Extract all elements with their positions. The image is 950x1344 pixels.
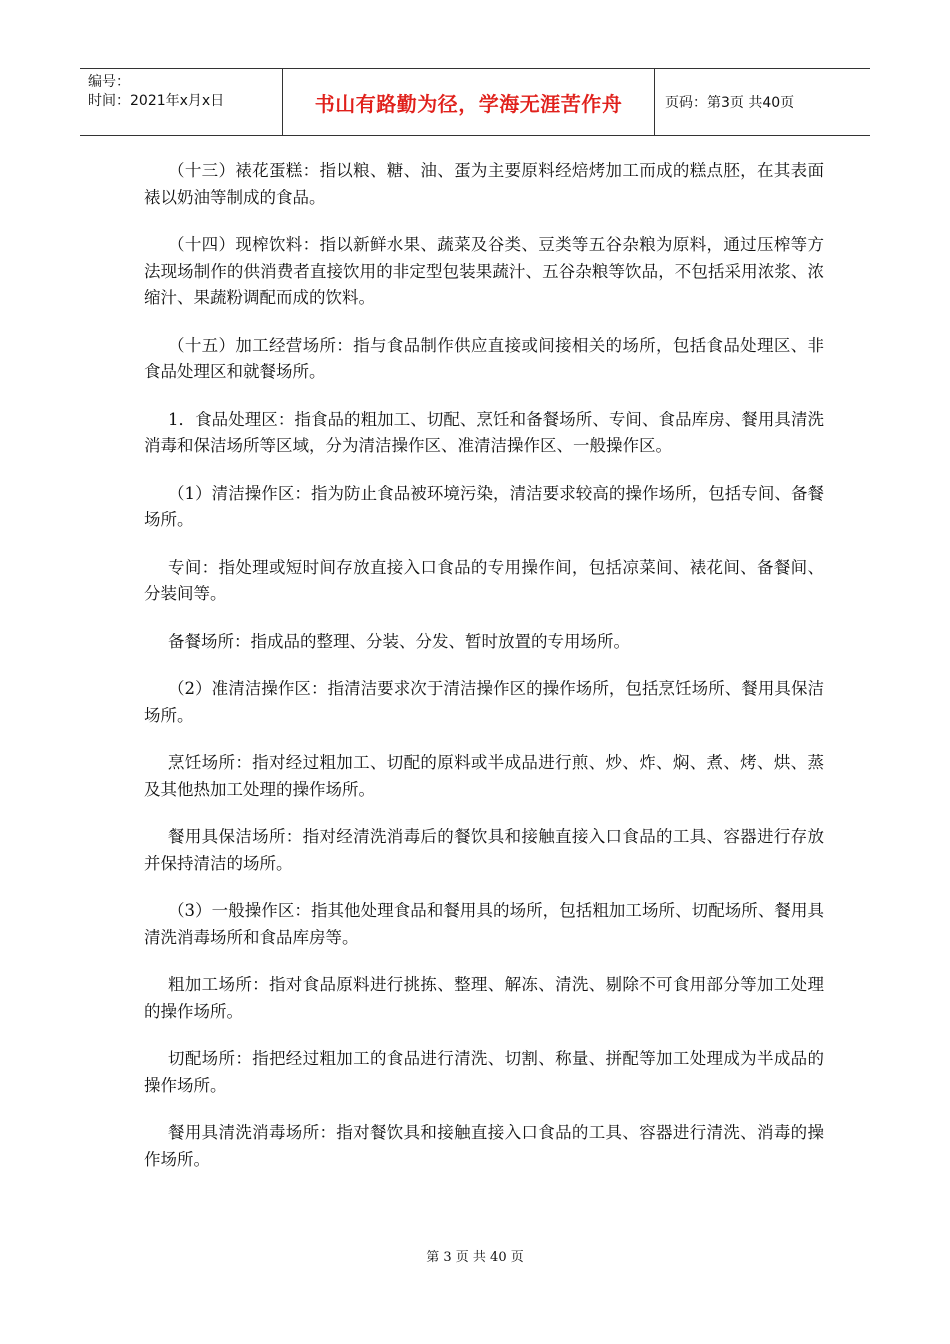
paragraph: （十三）裱花蛋糕：指以粮、糖、油、蛋为主要原料经焙烤加工而成的糕点胚，在其表面裱以奶油等制成的食品。	[144, 161, 824, 207]
document-body	[144, 158, 824, 1194]
paragraph: 备餐场所：指成品的整理、分装、分发、暂时放置的专用场所。	[168, 631, 630, 651]
paragraph: （2）准清洁操作区：指清洁要求次于清洁操作区的操作场所，包括烹饪场所、餐用具保洁场所。	[144, 679, 824, 725]
header-meta	[80, 69, 283, 135]
paragraph: （十四）现榨饮料：指以新鲜水果、蔬菜及谷类、豆类等五谷杂粮为原料，通过压榨等方法现场制作的供消费者直接饮用的非定型包装果蔬汁、五谷杂粮等饮品，不包括采用浓浆、浓缩汁、果蔬粉调配而成的饮料。	[144, 235, 824, 307]
paragraph: 餐用具保洁场所：指对经清洗消毒后的餐饮具和接触直接入口食品的工具、容器进行存放并保持清洁的场所。	[144, 827, 824, 873]
serial-label: 编号：	[88, 74, 130, 90]
paragraph: 1．食品处理区：指食品的粗加工、切配、烹饪和备餐场所、专间、食品库房、餐用具清洗消毒和保洁场所等区域，分为清洁操作区、准清洁操作区、一般操作区。	[144, 409, 824, 455]
paragraph: （3）一般操作区：指其他处理食品和餐用具的场所，包括粗加工场所、切配场所、餐用具清洗消毒场所和食品库房等。	[144, 901, 824, 947]
time-label: 时间：2021年x月x日	[88, 93, 225, 109]
paragraph: 专间：指处理或短时间存放直接入口食品的专用操作间，包括凉菜间、裱花间、备餐间、分装间等。	[144, 557, 824, 603]
paragraph: 餐用具清洗消毒场所：指对餐饮具和接触直接入口食品的工具、容器进行清洗、消毒的操作场所。	[144, 1123, 824, 1169]
page-footer: 第 3 页 共 40 页	[426, 1250, 524, 1265]
header-page-info: 页码：第3页 共40页	[665, 95, 795, 111]
paragraph: （十五）加工经营场所：指与食品制作供应直接或间接相关的场所，包括食品处理区、非食品处理区和就餐场所。	[144, 335, 824, 381]
paragraph: 切配场所：指把经过粗加工的食品进行清洗、切割、称量、拼配等加工处理成为半成品的操作场所。	[144, 1049, 824, 1095]
page-header	[80, 68, 870, 136]
header-motto: 书山有路勤为径，学海无涯苦作舟	[283, 69, 655, 135]
paragraph: 粗加工场所：指对食品原料进行挑拣、整理、解冻、清洗、剔除不可食用部分等加工处理的操作场所。	[144, 975, 824, 1021]
paragraph: （1）清洁操作区：指为防止食品被环境污染，清洁要求较高的操作场所，包括专间、备餐场所。	[144, 483, 824, 529]
paragraph: 烹饪场所：指对经过粗加工、切配的原料或半成品进行煎、炒、炸、焖、煮、烤、烘、蒸及其他热加工处理的操作场所。	[144, 753, 824, 799]
